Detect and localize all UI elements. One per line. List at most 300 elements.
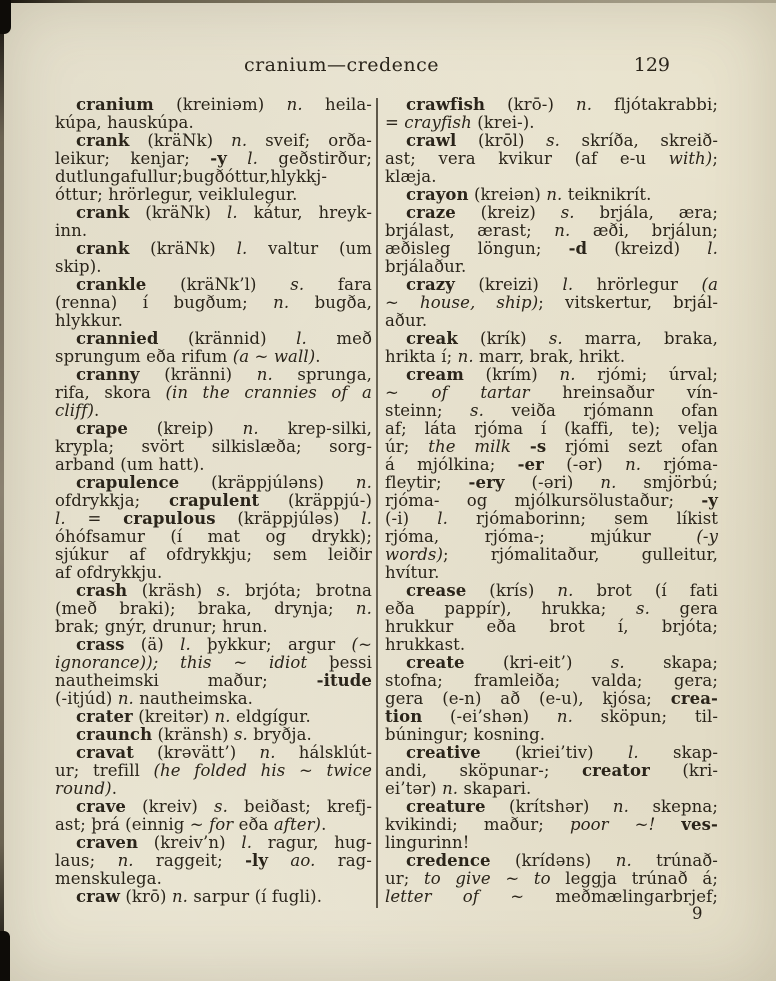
text-line xyxy=(385,618,718,636)
text-line xyxy=(55,888,372,906)
text-segment: (a ~ wall) xyxy=(232,347,316,366)
text-line xyxy=(385,96,718,114)
text-segment: (krō-) xyxy=(485,95,577,114)
running-head xyxy=(55,54,718,80)
text-line xyxy=(55,96,372,114)
text-segment: smjörbú; xyxy=(616,473,718,492)
text-segment: ragur, hug- xyxy=(252,833,372,852)
text-segment: s. xyxy=(636,599,650,618)
text-segment: með xyxy=(306,329,372,348)
text-segment: óhófsamur (í mat og drykk); xyxy=(55,527,372,546)
text-line xyxy=(55,456,372,474)
text-segment: sprunga, xyxy=(272,365,372,384)
text-line xyxy=(385,132,718,150)
text-segment: n. xyxy=(612,797,629,816)
text-segment: l. xyxy=(180,635,191,654)
text-segment: crash xyxy=(76,581,128,600)
text-segment: hálsklút- xyxy=(275,743,372,762)
left-column xyxy=(55,96,372,906)
text-segment: (kreizi) xyxy=(454,275,563,294)
text-segment: (kreiv) xyxy=(126,797,215,816)
text-segment: æðisleg löngun; xyxy=(385,239,569,258)
text-segment: skepna; xyxy=(629,797,718,816)
text-segment: nautheimski maður; xyxy=(55,671,317,690)
text-segment: cranny xyxy=(76,365,140,384)
text-line xyxy=(55,312,372,330)
text-line xyxy=(385,870,718,888)
text-line xyxy=(55,636,372,654)
text-line xyxy=(385,168,718,186)
text-segment: hlykkur. xyxy=(55,311,123,330)
text-line xyxy=(55,654,372,672)
text-line xyxy=(385,420,718,438)
text-segment: marr, brak, hrikt. xyxy=(473,347,626,366)
text-line xyxy=(385,204,718,222)
text-segment: á mjólkina; xyxy=(385,455,518,474)
text-segment: n. xyxy=(117,689,134,708)
text-segment: -y xyxy=(701,491,718,510)
column-divider xyxy=(376,98,378,908)
text-segment: trúnað- xyxy=(631,851,718,870)
text-segment: (kräppjú-) xyxy=(259,491,372,510)
text-segment: l. xyxy=(226,203,238,222)
text-segment: ast; vera kvikur (af e-u xyxy=(385,149,669,168)
text-line xyxy=(385,654,718,672)
text-segment: -er xyxy=(517,455,544,474)
text-segment: (-əri) xyxy=(504,473,601,492)
text-segment: create xyxy=(406,653,465,672)
text-segment: rjómi sezt ofan xyxy=(546,437,718,456)
text-segment: creative xyxy=(406,743,481,762)
text-segment: (krítshər) xyxy=(485,797,613,816)
text-segment: hrukkast. xyxy=(385,635,466,654)
text-line xyxy=(55,762,372,780)
text-segment: dutlungafullur;bugðóttur,hlykkj- xyxy=(55,167,328,186)
text-segment: craunch xyxy=(76,725,153,744)
text-segment: l. xyxy=(562,275,574,294)
text-segment: (krídəns) xyxy=(490,851,616,870)
text-line xyxy=(385,114,718,132)
text-segment: sjúkur af ofdrykkju; sem leiðir xyxy=(55,545,372,564)
text-segment: words) xyxy=(385,545,444,564)
text-segment: . xyxy=(111,779,118,798)
text-segment: sprungum eða rifum xyxy=(55,347,233,366)
text-line xyxy=(55,870,372,888)
text-line xyxy=(385,222,718,240)
text-segment: cravat xyxy=(76,743,134,762)
text-line xyxy=(385,366,718,384)
text-line xyxy=(385,582,718,600)
scan-notch-bottom-left xyxy=(0,931,10,981)
text-segment: -itude xyxy=(316,671,372,690)
text-segment: kvikindi; maður; xyxy=(385,815,570,834)
text-segment: (-i) xyxy=(385,509,438,528)
text-segment: = xyxy=(385,113,405,132)
text-segment: krypla; svört silkislæða; sorg- xyxy=(55,437,372,456)
text-line xyxy=(385,258,718,276)
text-segment: (-ər) xyxy=(543,455,626,474)
text-segment: n. xyxy=(559,365,576,384)
text-line xyxy=(55,510,372,528)
text-segment: gera (e-n) að (e-u), kjósa; xyxy=(385,689,671,708)
text-segment: (kreizd) xyxy=(587,239,708,258)
text-segment: craw xyxy=(76,887,121,906)
text-line xyxy=(385,564,718,582)
text-segment: crapulous xyxy=(123,509,216,528)
text-line xyxy=(385,474,718,492)
text-line xyxy=(55,582,372,600)
text-segment: of tartar xyxy=(431,383,530,402)
text-segment: ~ house, ship) xyxy=(385,293,539,312)
text-segment xyxy=(655,815,681,834)
text-segment: hrörlegur xyxy=(573,275,702,294)
text-segment: n. xyxy=(256,365,273,384)
text-line xyxy=(55,438,372,456)
text-line xyxy=(55,690,372,708)
text-line xyxy=(55,204,372,222)
text-segment: s. xyxy=(548,329,563,348)
text-segment: rifa, skora xyxy=(55,383,166,402)
text-segment: . xyxy=(321,815,327,834)
text-line xyxy=(55,726,372,744)
text-segment: crape xyxy=(76,419,128,438)
text-segment: crapulent xyxy=(169,491,260,510)
text-segment: cranium xyxy=(76,95,154,114)
text-segment: ves- xyxy=(681,815,718,834)
text-segment: óttur; hrörlegur, veiklulegur. xyxy=(55,185,298,204)
text-line xyxy=(55,330,372,348)
text-segment: nautheimska. xyxy=(133,689,254,708)
text-segment: brot (í fati xyxy=(573,581,719,600)
scan-notch-top-left xyxy=(0,0,11,34)
text-line xyxy=(385,384,718,402)
text-line xyxy=(55,114,372,132)
text-segment xyxy=(511,437,530,456)
text-line xyxy=(55,546,372,564)
text-segment: brjóta; brotna xyxy=(230,581,372,600)
text-segment: (kri-eit’) xyxy=(464,653,611,672)
text-segment: -d xyxy=(568,239,588,258)
text-segment: (-y xyxy=(696,527,718,546)
text-segment: crayfish xyxy=(404,113,472,132)
text-block xyxy=(55,96,718,924)
text-segment: with) xyxy=(668,149,713,168)
text-line xyxy=(385,744,718,762)
text-segment: n. xyxy=(457,347,474,366)
text-segment: (krəvätt’) xyxy=(133,743,260,762)
text-segment: (renna) í bugðum; xyxy=(55,293,274,312)
text-segment: brjála, æra; xyxy=(574,203,718,222)
text-line xyxy=(55,420,372,438)
text-segment: n. xyxy=(231,131,248,150)
text-segment: skapa; xyxy=(624,653,718,672)
text-segment: crannied xyxy=(76,329,159,348)
text-segment: sveif; orða- xyxy=(247,131,372,150)
text-segment: (krís) xyxy=(466,581,558,600)
text-segment: rjóma, rjóma-; mjúkur xyxy=(385,527,697,546)
text-segment: menskulega. xyxy=(55,869,162,888)
text-line xyxy=(55,366,372,384)
text-segment: rjómi; úrval; xyxy=(575,365,718,384)
text-segment: after) xyxy=(273,815,322,834)
text-line xyxy=(55,852,372,870)
text-segment: hrukkur eða brot í, brjóta; xyxy=(385,617,718,636)
text-segment: crank xyxy=(76,203,130,222)
text-segment: creak xyxy=(406,329,458,348)
text-line xyxy=(385,492,718,510)
text-line xyxy=(55,348,372,366)
text-segment: skap- xyxy=(638,743,718,762)
text-segment: s. xyxy=(610,653,625,672)
text-line xyxy=(55,492,372,510)
text-segment: (kri- xyxy=(649,761,718,780)
text-segment: n. xyxy=(355,473,372,492)
text-segment: the milk xyxy=(428,437,512,456)
text-line xyxy=(385,546,718,564)
text-segment: s. xyxy=(560,203,575,222)
text-line xyxy=(55,744,372,762)
text-line xyxy=(55,402,372,420)
text-segment: crea- xyxy=(670,689,718,708)
text-line xyxy=(385,690,718,708)
text-segment: -s xyxy=(529,437,547,456)
text-segment: crater xyxy=(76,707,133,726)
text-segment: teiknikrít. xyxy=(562,185,652,204)
text-segment: s. xyxy=(233,725,248,744)
text-segment: geðstirður; xyxy=(258,149,372,168)
text-segment: s. xyxy=(214,797,228,816)
text-segment: sarpur (í fugli). xyxy=(188,887,323,906)
text-line xyxy=(385,438,718,456)
text-segment: meðmælingarbrjef; xyxy=(524,887,718,906)
text-segment: l. xyxy=(296,329,307,348)
text-segment: l. xyxy=(241,833,253,852)
text-segment: (kräsh) xyxy=(127,581,217,600)
text-segment: (kreip) xyxy=(127,419,243,438)
text-segment: cliff) xyxy=(55,401,95,420)
text-segment: ei’tər) xyxy=(385,779,443,798)
text-line xyxy=(385,888,718,906)
text-segment: = xyxy=(65,509,124,528)
text-segment: crankle xyxy=(76,275,147,294)
text-segment: l. xyxy=(628,743,639,762)
text-line xyxy=(55,834,372,852)
text-segment: (kräNk) xyxy=(129,203,227,222)
text-line xyxy=(55,618,372,636)
text-segment: (krō) xyxy=(120,887,172,906)
text-segment: crawl xyxy=(406,131,457,150)
text-segment: (in the crannies of a xyxy=(165,383,372,402)
text-segment: n. xyxy=(171,887,189,906)
text-line xyxy=(55,132,372,150)
text-segment: (krík) xyxy=(457,329,549,348)
page-number: 129 xyxy=(633,54,670,76)
text-segment: (ä) xyxy=(124,635,181,654)
text-line xyxy=(385,510,718,528)
text-segment: inn. xyxy=(55,221,88,240)
text-segment: aður. xyxy=(385,311,428,330)
text-segment: ; vitskertur, brjál- xyxy=(538,293,719,312)
text-segment: laus; xyxy=(55,851,118,870)
text-segment: brjálaður. xyxy=(385,257,467,276)
text-segment: crayon xyxy=(406,185,469,204)
text-segment: (kreitər) xyxy=(132,707,215,726)
text-segment: bugða, xyxy=(289,293,372,312)
text-line xyxy=(55,816,372,834)
text-segment: krep-silki, xyxy=(258,419,372,438)
text-segment: s. xyxy=(216,581,231,600)
text-segment: n. xyxy=(554,221,571,240)
text-segment: l. xyxy=(361,509,372,528)
text-line xyxy=(385,834,718,852)
text-segment: n. xyxy=(556,707,573,726)
text-segment: (-itjúd) xyxy=(55,689,118,708)
text-segment: hreinsaður vín- xyxy=(529,383,719,402)
text-segment: -ery xyxy=(468,473,505,492)
text-segment: veiða rjómann ofan xyxy=(483,401,718,420)
text-segment: kúpa, hauskúpa. xyxy=(55,113,194,132)
text-segment: brjálast, ærast; xyxy=(385,221,555,240)
text-segment: l. xyxy=(707,239,718,258)
text-segment: fljótakrabbi; xyxy=(592,95,719,114)
text-segment: leggja trúnað á; xyxy=(550,869,718,888)
text-segment: cream xyxy=(406,365,464,384)
text-segment: heila- xyxy=(302,95,372,114)
text-line xyxy=(385,240,718,258)
text-segment: eldgígur. xyxy=(230,707,311,726)
text-line xyxy=(385,726,718,744)
text-segment: crawfish xyxy=(406,95,486,114)
text-segment: tion xyxy=(385,707,423,726)
text-segment: lingurinn! xyxy=(385,833,470,852)
text-line xyxy=(55,708,372,726)
text-segment: (kräppjúləns) xyxy=(179,473,356,492)
text-segment: rjóma- xyxy=(641,455,718,474)
text-line xyxy=(55,222,372,240)
text-segment: (~ xyxy=(351,635,373,654)
text-segment: marra, braka, xyxy=(562,329,718,348)
text-segment: s. xyxy=(470,401,484,420)
text-segment: -y xyxy=(210,149,227,168)
text-segment: crapulence xyxy=(76,473,180,492)
scan-edge-top xyxy=(0,0,776,3)
text-segment: (kräppjúləs) xyxy=(215,509,362,528)
text-segment: þessi xyxy=(307,653,372,672)
text-segment: (kräNk’l) xyxy=(146,275,291,294)
text-line xyxy=(55,168,372,186)
text-segment: skapari. xyxy=(458,779,532,798)
text-segment: fara xyxy=(304,275,372,294)
text-segment: æði, brjálun; xyxy=(570,221,718,240)
text-line xyxy=(385,402,718,420)
text-line xyxy=(55,780,372,798)
text-segment: n. xyxy=(557,581,574,600)
text-segment: klæja. xyxy=(385,167,437,186)
text-segment: to give ~ to xyxy=(424,869,551,888)
signature-mark: 9 xyxy=(692,904,703,923)
text-segment: round) xyxy=(55,779,112,798)
text-segment: ignorance)); this ~ idiot xyxy=(55,653,308,672)
text-segment: crank xyxy=(76,131,130,150)
text-line xyxy=(385,798,718,816)
text-segment: n. xyxy=(259,743,276,762)
text-line xyxy=(385,276,718,294)
text-segment: (kränni) xyxy=(139,365,257,384)
text-segment: ; xyxy=(712,149,718,168)
text-segment: andi, sköpunar-; xyxy=(385,761,582,780)
text-segment xyxy=(227,149,247,168)
text-line xyxy=(55,294,372,312)
text-segment: . xyxy=(315,347,321,366)
text-segment: . xyxy=(94,401,100,420)
text-segment: eða pappír), hrukka; xyxy=(385,599,637,618)
text-segment: (a xyxy=(701,275,719,294)
text-segment: -ly xyxy=(245,851,269,870)
text-segment: hrikta í; xyxy=(385,347,458,366)
text-segment: ~ for xyxy=(189,815,234,834)
text-segment: n. xyxy=(615,851,632,870)
text-segment: brak; gnýr, drunur; hrun. xyxy=(55,617,268,636)
text-segment: (krōl) xyxy=(456,131,547,150)
text-line xyxy=(55,798,372,816)
text-line xyxy=(385,456,718,474)
text-segment: (-ei’shən) xyxy=(422,707,557,726)
text-segment: (kreiniəm) xyxy=(153,95,287,114)
text-segment: valtur (um xyxy=(247,239,372,258)
text-segment: (kränsh) xyxy=(152,725,234,744)
text-segment: raggeit; xyxy=(133,851,246,870)
text-segment: ofdrykkja; xyxy=(55,491,170,510)
text-segment: n. xyxy=(442,779,459,798)
text-segment: kátur, hreyk- xyxy=(237,203,372,222)
text-segment: eða xyxy=(233,815,274,834)
text-segment: l. xyxy=(55,509,66,528)
text-line xyxy=(385,528,718,546)
text-segment: n. xyxy=(546,185,563,204)
text-segment: crease xyxy=(406,581,467,600)
text-segment: n. xyxy=(625,455,642,474)
text-segment: poor ~! xyxy=(569,815,656,834)
text-line xyxy=(385,636,718,654)
text-segment: n. xyxy=(117,851,134,870)
text-line xyxy=(55,528,372,546)
text-segment: ast; þrá (einnig xyxy=(55,815,190,834)
text-segment: n. xyxy=(576,95,593,114)
text-segment: n. xyxy=(273,293,290,312)
text-line xyxy=(55,240,372,258)
text-segment: (með braki); braka, drynja; xyxy=(55,599,356,618)
text-segment: ~ xyxy=(385,383,432,402)
text-segment: (kriei’tiv) xyxy=(480,743,628,762)
text-segment: creator xyxy=(581,761,650,780)
text-segment: s. xyxy=(290,275,305,294)
text-line xyxy=(55,258,372,276)
text-segment: arband (um hatt). xyxy=(55,455,205,474)
text-line xyxy=(385,330,718,348)
text-segment: þykkur; argur xyxy=(190,635,352,654)
scan-edge-left xyxy=(0,0,4,981)
text-segment: af ofdrykkju. xyxy=(55,563,163,582)
text-segment: ; rjómalitaður, gulleitur, xyxy=(443,545,718,564)
text-segment: (krím) xyxy=(463,365,560,384)
text-line xyxy=(55,384,372,402)
text-segment: l. xyxy=(247,149,259,168)
text-segment: credence xyxy=(406,851,491,870)
text-segment: n. xyxy=(355,599,372,618)
text-segment: crazy xyxy=(406,275,455,294)
text-segment: n. xyxy=(242,419,259,438)
text-segment: (kräNk) xyxy=(129,131,232,150)
